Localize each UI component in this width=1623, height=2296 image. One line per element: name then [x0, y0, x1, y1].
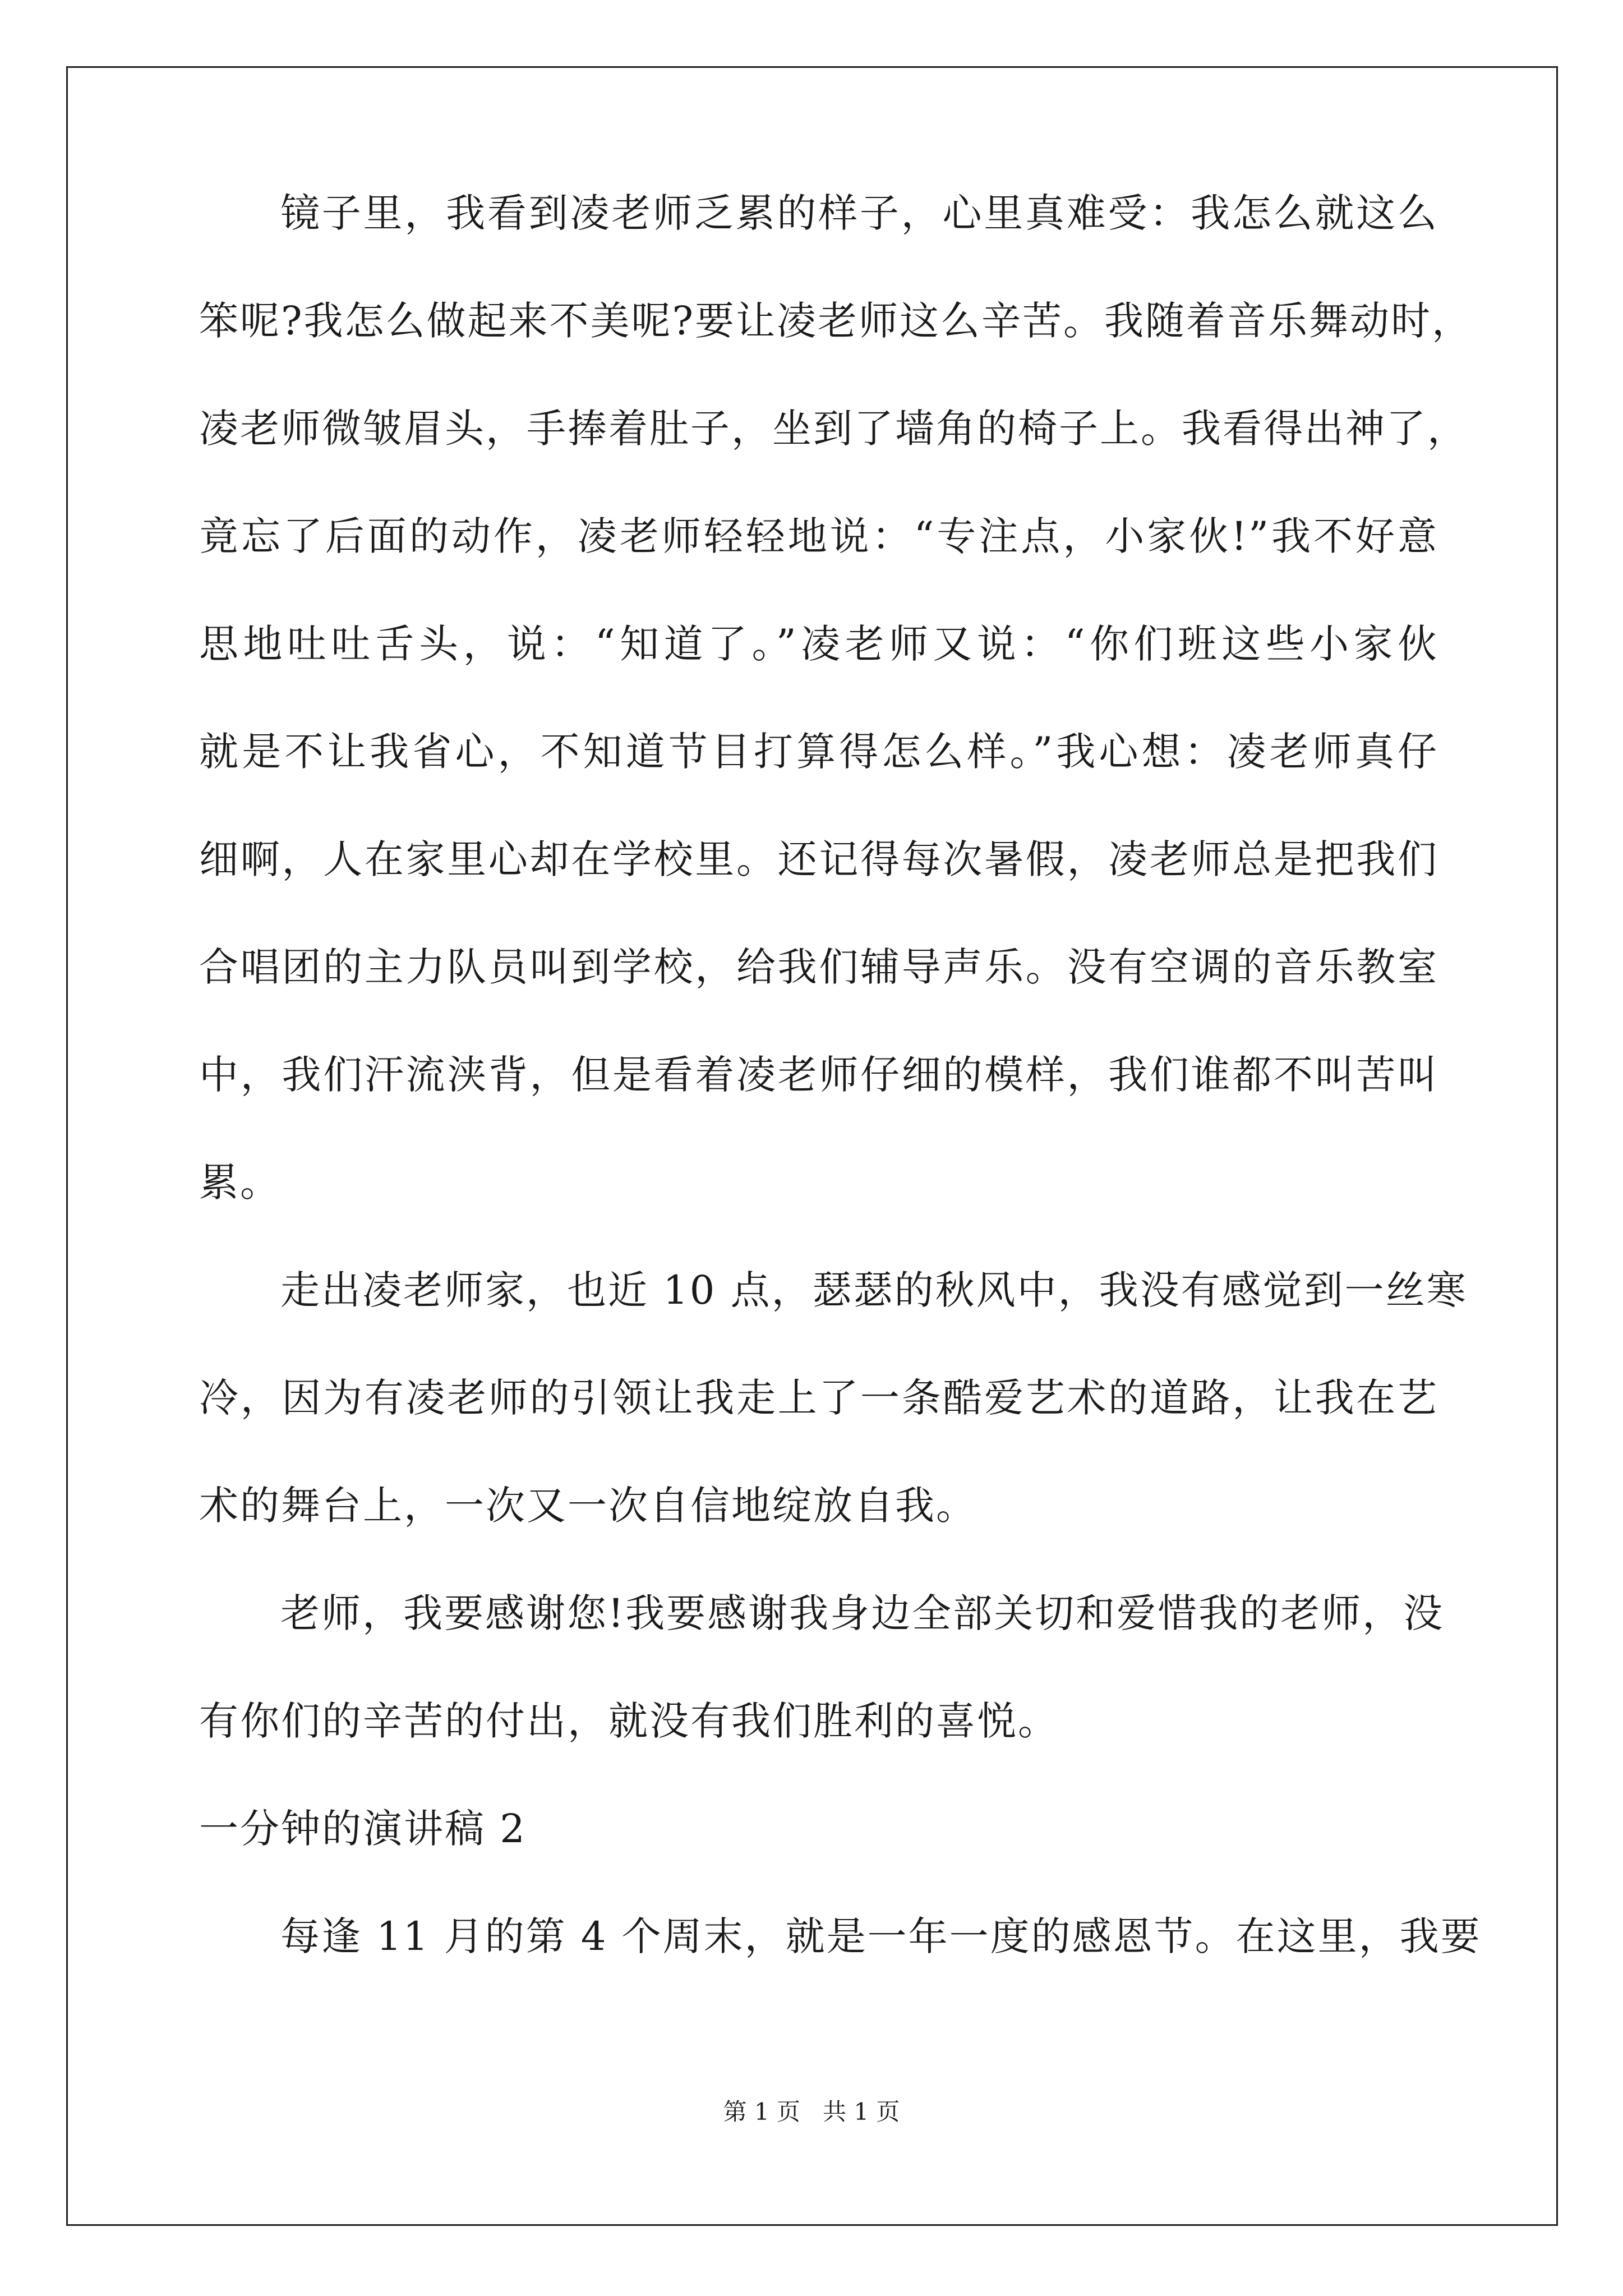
text-line: 笨呢?我怎么做起来不美呢?要让凌老师这么辛苦。我随着音乐舞动时，: [199, 298, 1473, 344]
text-line: 累。: [199, 1159, 281, 1205]
text-line: 就是不让我省心，不知道节目打算得怎么样。”我心想：凌老师真仔: [199, 729, 1438, 775]
text-line: 细啊，人在家里心却在学校里。还记得每次暑假，凌老师总是把我们: [199, 836, 1438, 882]
text-line: 中，我们汗流浃背，但是看着凌老师仔细的模样，我们谁都不叫苦叫: [199, 1052, 1438, 1098]
text-line: 竟忘了后面的动作，凌老师轻轻地说：“专注点，小家伙!”我不好意: [199, 513, 1438, 559]
text-line: 冷，因为有凌老师的引领让我走上了一条酷爱艺术的道路，让我在艺: [199, 1375, 1438, 1421]
text-line: 合唱团的主力队员叫到学校，给我们辅导声乐。没有空调的音乐教室: [199, 944, 1438, 990]
section-heading: 一分钟的演讲稿 2: [199, 1806, 527, 1852]
page-frame: [66, 66, 1558, 2226]
page-footer: [0, 2095, 1623, 2129]
text-line: 术的舞台上，一次又一次自信地绽放自我。: [199, 1483, 977, 1529]
page-total: 共 1 页: [823, 2098, 900, 2125]
text-line: 有你们的辛苦的付出，就没有我们胜利的喜悦。: [199, 1698, 1059, 1744]
page-number: 第 1 页: [723, 2098, 800, 2125]
text-line: 凌老师微皱眉头，手捧着肚子，坐到了墙角的椅子上。我看得出神了，: [199, 406, 1468, 452]
text-line: 思地吐吐舌头，说：“知道了。”凌老师又说：“你们班这些小家伙: [199, 621, 1438, 667]
text-line: 每逢 11 月的第 4 个周末，就是一年一度的感恩节。在这里，我要: [280, 1913, 1482, 1959]
text-line: 镜子里，我看到凌老师乏累的样子，心里真难受：我怎么就这么: [280, 190, 1438, 236]
text-line: 老师，我要感谢您!我要感谢我身边全部关切和爱惜我的老师，没: [280, 1590, 1445, 1636]
text-line: 走出凌老师家，也近 10 点，瑟瑟的秋风中，我没有感觉到一丝寒: [280, 1267, 1468, 1313]
